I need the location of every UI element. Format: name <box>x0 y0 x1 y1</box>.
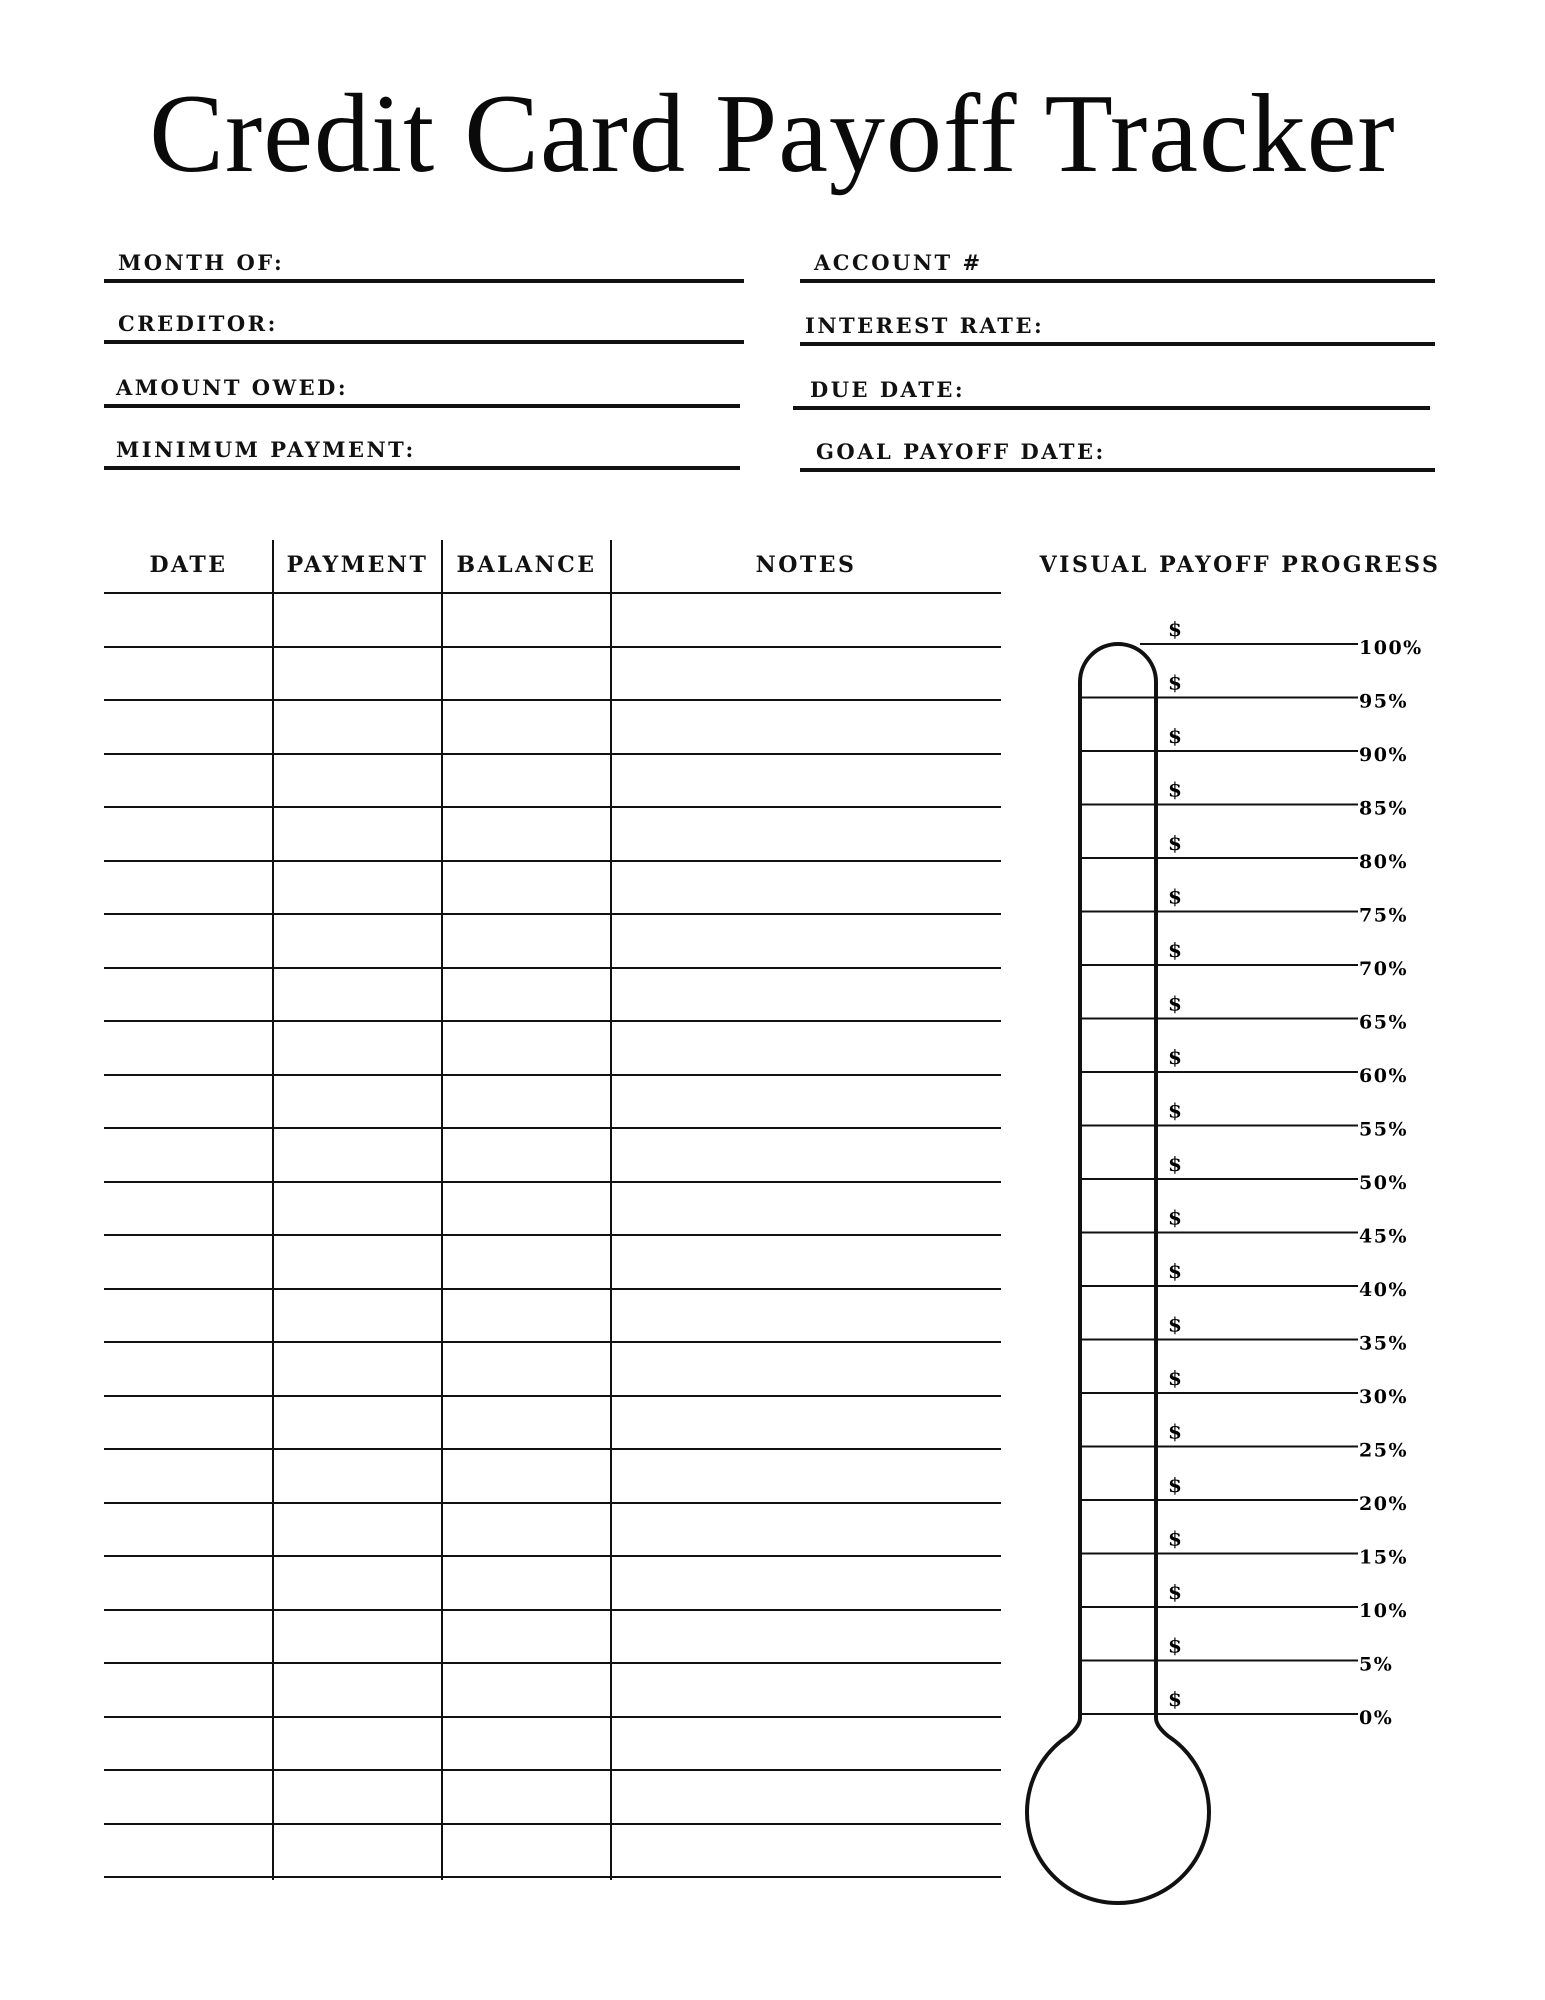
thermometer-dollar-blank[interactable]: $ <box>1168 1473 1182 1497</box>
column-header-date: DATE <box>149 552 228 578</box>
creditor-label: CREDITOR: <box>118 311 278 336</box>
thermometer-percent-label: 25% <box>1359 1439 1408 1462</box>
thermometer-percent-label: 0% <box>1359 1707 1394 1729</box>
thermometer-percent-label: 15% <box>1359 1546 1408 1569</box>
minimum-payment-label: MINIMUM PAYMENT: <box>116 437 416 462</box>
visual-progress-title: VISUAL PAYOFF PROGRESS <box>1039 552 1441 578</box>
thermometer-percent-label: 80% <box>1359 851 1408 873</box>
thermometer-dollar-blank[interactable]: $ <box>1168 884 1182 909</box>
interest-rate-label: INTEREST RATE: <box>805 313 1045 338</box>
thermometer-dollar-blank[interactable]: $ <box>1168 1366 1182 1390</box>
thermometer-dollar-blank[interactable]: $ <box>1168 777 1182 802</box>
thermometer-percent-label: 85% <box>1359 797 1408 820</box>
amount-owed-label: AMOUNT OWED: <box>116 375 349 400</box>
thermometer-percent-label: 65% <box>1359 1011 1408 1034</box>
thermometer-percent-label: 40% <box>1359 1279 1408 1301</box>
due-date-label: DUE DATE: <box>810 377 966 402</box>
thermometer-percent-label: 100% <box>1359 637 1423 659</box>
thermometer-dollar-blank[interactable]: $ <box>1168 1580 1182 1604</box>
thermometer-percent-label: 5% <box>1359 1653 1394 1676</box>
thermometer-dollar-blank[interactable]: $ <box>1168 1312 1182 1337</box>
thermometer-percent-label: 95% <box>1359 690 1408 713</box>
thermometer-dollar-blank[interactable]: $ <box>1168 1045 1182 1069</box>
thermometer-percent-label: 20% <box>1359 1493 1408 1515</box>
thermometer-percent-label: 50% <box>1359 1172 1408 1194</box>
thermometer-dollar-blank[interactable]: $ <box>1168 617 1182 641</box>
thermometer-percent-label: 70% <box>1359 958 1408 980</box>
thermometer-dollar-blank[interactable]: $ <box>1168 1259 1182 1283</box>
thermometer-percent-label: 30% <box>1359 1386 1408 1408</box>
thermometer-dollar-blank[interactable]: $ <box>1168 724 1182 748</box>
thermometer-percent-label: 60% <box>1359 1065 1408 1087</box>
thermometer-percent-label: 75% <box>1359 904 1408 927</box>
thermometer-percent-label: 45% <box>1359 1225 1408 1248</box>
thermometer-dollar-blank[interactable]: $ <box>1168 1205 1182 1230</box>
thermometer-percent-label: 90% <box>1359 744 1408 766</box>
thermometer-dollar-blank[interactable]: $ <box>1168 1152 1182 1176</box>
month-of-label: MONTH OF: <box>118 250 285 275</box>
thermometer-percent-label: 10% <box>1359 1600 1408 1622</box>
thermometer-dollar-blank[interactable]: $ <box>1168 670 1182 695</box>
thermometer-dollar-blank[interactable]: $ <box>1168 991 1182 1016</box>
thermometer-percent-label: 55% <box>1359 1118 1408 1141</box>
goal-payoff-date-label: GOAL PAYOFF DATE: <box>816 439 1106 464</box>
account-number-label: ACCOUNT # <box>814 250 983 275</box>
thermometer-dollar-blank[interactable]: $ <box>1168 938 1182 962</box>
thermometer-dollar-blank[interactable]: $ <box>1168 1687 1182 1711</box>
page-title: Credit Card Payoff Tracker <box>149 72 1396 196</box>
thermometer-percent-label: 35% <box>1359 1332 1408 1355</box>
thermometer-dollar-blank[interactable]: $ <box>1168 831 1182 855</box>
thermometer-dollar-blank[interactable]: $ <box>1168 1098 1182 1123</box>
thermometer-dollar-blank[interactable]: $ <box>1168 1419 1182 1444</box>
column-header-balance: BALANCE <box>456 552 597 578</box>
thermometer-dollar-blank[interactable]: $ <box>1168 1633 1182 1658</box>
thermometer-dollar-blank[interactable]: $ <box>1168 1526 1182 1551</box>
column-header-payment: PAYMENT <box>286 552 429 578</box>
column-header-notes: NOTES <box>755 552 857 578</box>
